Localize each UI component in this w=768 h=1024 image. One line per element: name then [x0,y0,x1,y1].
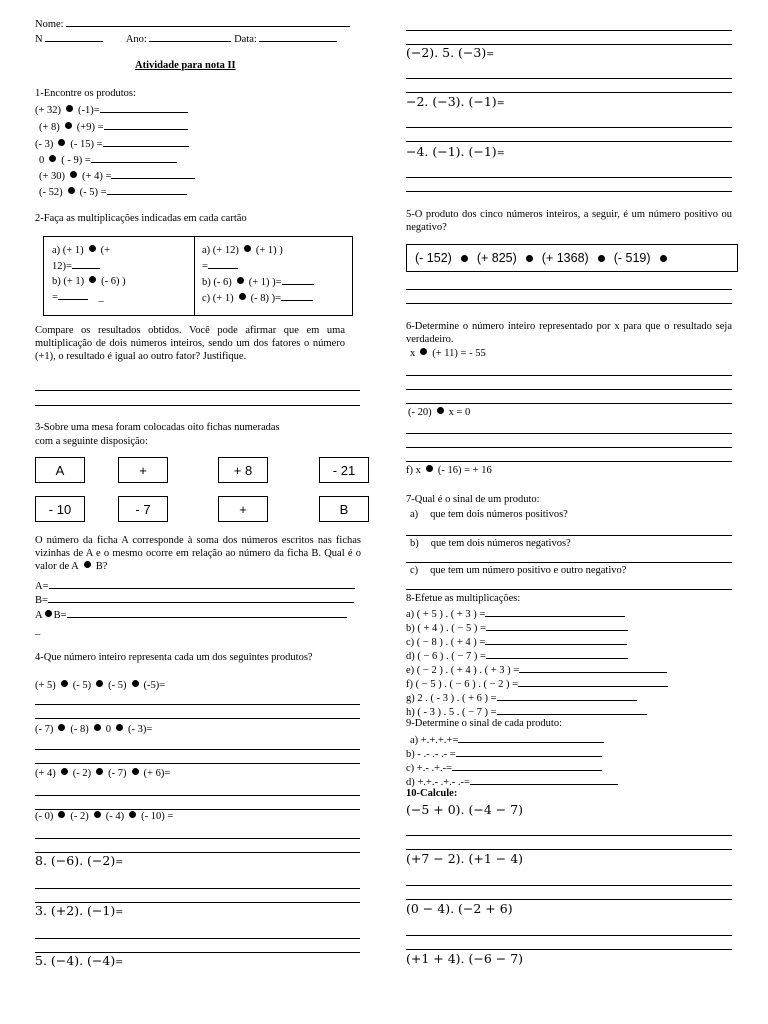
answer-field[interactable] [103,136,189,147]
multiply-dot-icon [66,105,73,112]
multiply-dot-icon [244,245,251,252]
date-field[interactable] [259,31,337,42]
q3-trail: _ [35,625,41,636]
q1-item: 0 ( - 9) = [39,152,177,167]
multiply-dot-icon [660,255,667,262]
q1-item: (- 52) (- 5) = [39,184,187,199]
answer-field[interactable] [111,168,195,179]
multiply-dot-icon [132,768,139,775]
chip-minus-21: - 21 [319,457,369,483]
multiply-dot-icon [58,811,65,818]
multiply-dot-icon [84,561,91,568]
left-column [35,0,360,1024]
q3-text: O número da ficha A corresponde à soma dos números escritos nas fichas vizinhas de A e o mesmo ocorre em relação ao número da ficha B. Qual é o valor de A B? [35,535,361,572]
number-field[interactable] [45,31,103,42]
answer-field[interactable] [458,732,604,743]
multiply-dot-icon [94,811,101,818]
answer-field[interactable] [485,634,627,645]
multiply-dot-icon [96,768,103,775]
q3-ab-answer: A B= [35,607,347,622]
multiply-dot-icon [239,293,246,300]
answer-line[interactable] [406,935,732,936]
q8-item: d) ( − 6 ) . ( − 7 ) = [406,648,628,663]
answer-line[interactable] [406,389,732,390]
year-label: Ano: [125,34,147,45]
answer-field[interactable] [91,152,177,163]
answer-field[interactable] [67,607,347,618]
q9-item: d) +.+.- .+.- .-= [406,774,618,789]
q4-product: (+ 5) (- 5) (- 5) (-5)= [35,680,166,691]
page-title: Atividade para nota II [135,60,236,71]
multiply-dot-icon [49,155,56,162]
q10-item: (0 − 4). (−2 + 6) [406,901,513,916]
q2-cards [43,236,353,316]
q4-product: (+ 4) (- 2) (- 7) (+ 6)= [35,768,171,779]
q3-intro: 3-Sobre uma mesa foram colocadas oito fichas numeradas [35,422,280,433]
multiply-dot-icon [61,680,68,687]
multiply-dot-icon [94,724,101,731]
multiply-dot-icon [58,139,65,146]
answer-field[interactable] [485,606,625,617]
answer-line[interactable] [35,795,360,796]
answer-field[interactable] [452,760,602,771]
info-line [35,31,337,46]
q9-item: b) - .- .- .- = [406,746,602,761]
answer-line[interactable] [406,885,732,886]
answer-line[interactable] [35,749,360,750]
answer-line[interactable] [406,141,732,142]
q4-math: 3. (+2). (−1)= [35,903,124,918]
multiply-dot-icon [70,171,77,178]
answer-field[interactable] [58,289,88,300]
q10-item: (−5 + 0). (−4 − 7) [406,802,524,817]
q6-title: 6-Determine o número inteiro representado por x para que o resultado seja verdadeiro. [406,321,732,345]
chip-plus: + [218,496,268,522]
card-divider [194,237,195,315]
q8-item: c) ( − 8 ) . ( + 4 ) = [406,634,627,649]
q3-b-answer: B= [35,592,354,607]
chip-a: A [35,457,85,483]
multiply-dot-icon [68,187,75,194]
multiply-dot-icon [116,724,123,731]
q7-title: 7-Qual é o sinal de um produto: [406,494,540,505]
q1-item: (+ 30) (+ 4) = [39,168,195,183]
answer-line[interactable] [35,763,360,764]
answer-field[interactable] [49,578,355,589]
answer-line[interactable] [406,461,732,462]
multiply-dot-icon [420,348,427,355]
chip-plus: + [118,457,168,483]
answer-line[interactable] [35,838,360,839]
answer-field[interactable] [470,774,618,785]
q7-item: a) que tem dois números positivos? [410,509,568,520]
q1-item: (- 3) (- 15) = [35,136,189,151]
q4-math: 8. (−6). (−2)= [35,853,124,868]
answer-field[interactable] [72,258,100,269]
answer-line[interactable] [406,191,732,192]
answer-field[interactable] [497,690,637,701]
multiply-dot-icon [437,407,444,414]
multiply-dot-icon [426,465,433,472]
answer-line[interactable] [406,447,732,448]
q9-item: a) +.+.+.+= [410,732,604,747]
q9-item: c) +.- .+.-= [406,760,602,775]
q6-eq: (- 20) x = 0 [408,407,471,418]
q6-eq: x (+ 11) = - 55 [410,348,486,359]
answer-field[interactable] [104,119,188,130]
right-math: (−2). 5. (−3)= [406,45,495,60]
answer-field[interactable] [100,102,188,113]
chip-minus-7: - 7 [118,496,168,522]
answer-line[interactable] [35,390,360,391]
multiply-dot-icon [96,680,103,687]
multiply-dot-icon [61,768,68,775]
answer-line[interactable] [35,704,360,705]
answer-line[interactable] [406,562,732,563]
q7-item: b) que tem dois números negativos? [410,538,571,549]
q8-item: h) ( - 3 ) . 5 . ( − 7 ) = [406,704,647,719]
chip-b: B [319,496,369,522]
q10-item: (+1 + 4). (−6 − 7) [406,951,524,966]
q6-eq: f) x (- 16) = + 16 [406,465,492,476]
q5-product-box: (- 152) (+ 825) (+ 1368) (- 519) [406,244,738,272]
answer-line[interactable] [406,949,732,950]
q8-item: g) 2 . ( - 3 ) . ( + 6 ) = [406,690,637,705]
answer-line[interactable] [35,718,360,719]
name-label: Nome: [35,19,64,30]
answer-line[interactable] [406,177,732,178]
answer-field[interactable] [208,258,238,269]
name-line [35,16,350,31]
answer-field[interactable] [497,704,647,715]
q7-item: c) que tem um número positivo e outro negativo? [410,565,627,576]
chip-plus-8: + 8 [218,457,268,483]
answer-line[interactable] [406,849,732,850]
answer-line[interactable] [406,78,732,79]
multiply-dot-icon [132,680,139,687]
q9-title: 9-Determine o sinal de cada produto: [406,718,562,729]
multiply-dot-icon [598,255,605,262]
answer-field[interactable] [456,746,602,757]
right-column [406,0,732,1024]
answer-line[interactable] [406,433,732,434]
q5-title: 5-O produto dos cinco números inteiros, a seguir, é um número positivo ou negativo? [406,209,732,233]
card-1: a) (+ 1) (+ 12)= b) (+ 1) (- 6) ) = _ [52,245,126,303]
q10-item: (+7 − 2). (+1 − 4) [406,851,524,866]
multiply-dot-icon [461,255,468,262]
answer-field[interactable] [281,290,313,301]
answer-field[interactable] [282,274,314,285]
answer-field[interactable] [519,662,667,673]
multiply-dot-icon [89,245,96,252]
answer-line[interactable] [406,303,732,304]
answer-field[interactable] [518,676,668,687]
answer-line[interactable] [406,92,732,93]
multiply-dot-icon [89,276,96,283]
answer-line[interactable] [35,405,360,406]
answer-field[interactable] [107,184,187,195]
answer-line[interactable] [406,899,732,900]
q8-item: a) ( + 5 ) . ( + 3 ) = [406,606,625,621]
chip-minus-10: - 10 [35,496,85,522]
q8-item: b) ( + 4 ) . ( − 5 ) = [406,620,628,635]
answer-line[interactable] [35,809,360,810]
answer-line[interactable] [406,835,732,836]
multiply-dot-icon [65,122,72,129]
q4-title: 4-Que número inteiro representa cada um dos seguintes produtos? [35,652,313,663]
right-math: −4. (−1). (−1)= [406,144,505,159]
year-field[interactable] [149,31,231,42]
q1-title: 1-Encontre os produtos: [35,88,136,99]
answer-field[interactable] [486,620,628,631]
q3-intro: com a seguinte disposição: [35,436,148,447]
q2-compare-text: Compare os resultados obtidos. Você pode afirmar que em uma multiplicação de dois números inteiros, sendo um dos fatores o número (+1), o resultado é igual ao outro fator? Justifique. [35,325,345,362]
answer-line[interactable] [406,127,732,128]
q8-title: 8-Efetue as multiplicações: [406,593,521,604]
q1-item: (+ 32) (-1)= [35,102,188,117]
card-2: a) (+ 12) (+ 1) ) = b) (- 6) (+ 1) )= c) (+ 1) (- 8) )= [202,243,314,306]
answer-field[interactable] [486,648,628,659]
right-math: −2. (−3). (−1)= [406,94,505,109]
date-label: Data: [234,34,257,45]
q4-math: 5. (−4). (−4)= [35,953,124,968]
q8-item: f) ( − 5 ) . ( − 6 ) . ( − 2 ) = [406,676,668,691]
q10-title: 10-Calcule: [406,788,458,799]
answer-line[interactable] [406,30,732,31]
multiply-dot-icon [129,811,136,818]
q1-item: (+ 8) (+9) = [39,119,188,134]
multiply-dot-icon [526,255,533,262]
answer-line[interactable] [35,938,360,939]
answer-line[interactable] [406,375,732,376]
q3-a-answer: A= [35,578,355,593]
answer-field[interactable] [48,592,354,603]
name-field[interactable] [66,16,350,27]
answer-line[interactable] [406,289,732,290]
answer-line[interactable] [35,888,360,889]
answer-line[interactable] [406,589,732,590]
multiply-dot-icon [58,724,65,731]
answer-line[interactable] [406,403,732,404]
answer-line[interactable] [406,535,732,536]
multiply-dot-icon [237,277,244,284]
q8-item: e) ( − 2 ) . ( + 4 ) . ( + 3 ) = [406,662,667,677]
multiply-dot-icon [45,610,52,617]
q4-product: (- 7) (- 8) 0 (- 3)= [35,724,153,735]
q4-product: (- 0) (- 2) (- 4) (- 10) = [35,811,174,822]
q2-title: 2-Faça as multiplicações indicadas em cada cartão [35,213,247,224]
number-label: N [35,34,43,45]
